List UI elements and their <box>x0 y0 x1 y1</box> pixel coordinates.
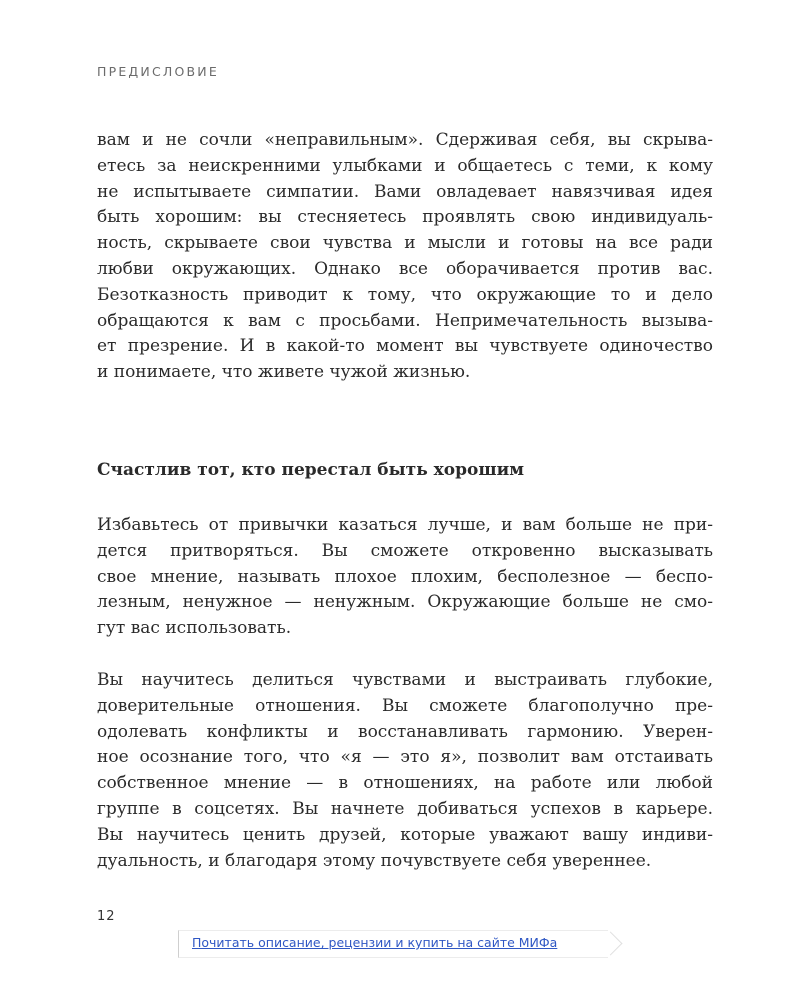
text-line: Избавьтесь от привычки казаться лучше, и вам больше не при- <box>97 515 713 535</box>
page-number: 12 <box>97 909 116 924</box>
text-line: Безотказность приводит к тому, что окружающие то и дело <box>97 284 713 305</box>
text-line: дуальность, и благодаря этому почувствуете себя увереннее. <box>97 850 652 871</box>
text-line: обращаются к вам с просьбами. Непримечательность вызыва- <box>97 310 713 331</box>
text-line: ность, скрываете свои чувства и мысли и готовы на все ради <box>97 233 713 254</box>
paragraph <box>97 668 713 874</box>
text-line: дется притворяться. Вы сможете откровенно высказывать <box>97 540 713 561</box>
text-line: любви окружающих. Однако все оборачивается против вас. <box>97 258 713 279</box>
text-line: свое мнение, называть плохое плохим, бесполезное — беспо- <box>97 566 713 587</box>
text-line: Вы научитесь делиться чувствами и выстраивать глубокие, <box>97 670 713 690</box>
text-line: ное осознание того, что «я — это я», позволит вам отстаивать <box>97 747 713 768</box>
text-line: одолевать конфликты и восстанавливать гармонию. Уверен- <box>97 721 713 742</box>
paragraph <box>97 128 713 386</box>
promo-banner <box>178 930 618 958</box>
text-line: лезным, ненужное — ненужным. Окружающие больше не смо- <box>97 592 713 613</box>
text-line: ет презрение. И в какой-то момент вы чувствуете одиночество <box>97 336 713 357</box>
text-line: доверительные отношения. Вы сможете благополучно пре- <box>97 695 713 716</box>
running-head: ПРЕДИСЛОВИЕ <box>97 64 219 79</box>
text-line: Вы научитесь ценить друзей, которые уважают вашу индиви- <box>97 824 713 845</box>
text-line: не испытываете симпатии. Вами овладевает навязчивая идея <box>97 181 713 202</box>
section-heading: Счастлив тот, кто перестал быть хорошим <box>97 460 524 480</box>
text-line: етесь за неискренними улыбками и общаетесь с теми, к кому <box>97 155 713 176</box>
text-line: и понимаете, что живете чужой жизнью. <box>97 362 471 383</box>
text-line: собственное мнение — в отношениях, на работе или любой <box>97 773 713 794</box>
paragraph <box>97 513 713 642</box>
text-line: гут вас использовать. <box>97 618 292 639</box>
promo-link[interactable]: Почитать описание, рецензии и купить на сайте МИФа <box>192 935 558 950</box>
text-line: группе в соцсетях. Вы начнете добиваться успехов в карьере. <box>97 798 713 819</box>
text-line: вам и не сочли «неправильным». Сдерживая себя, вы скрыва- <box>97 130 713 150</box>
text-line: быть хорошим: вы стесняетесь проявлять свою индивидуаль- <box>97 207 713 228</box>
